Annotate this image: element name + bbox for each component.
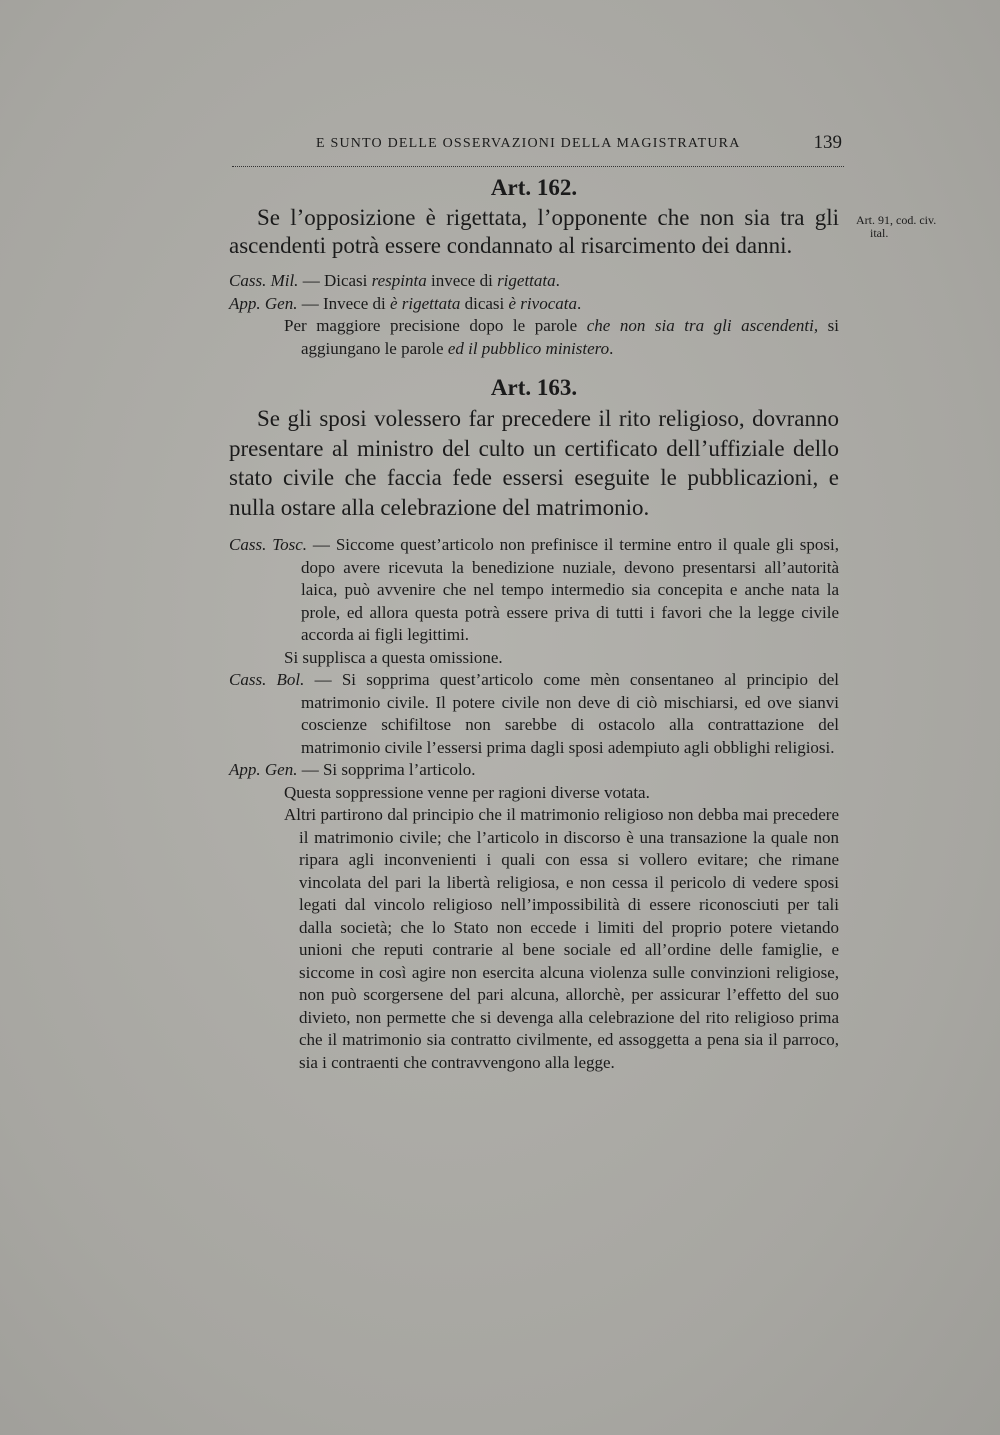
note-text: — Si sopprima quest’articolo come mèn consentaneo al principio del matrimonio civile. Il potere civile non deve di ciò mischiarsi, ed ove sianvi coscienze schifiltose non sarebbe di ostacolo alla contrattazione del matrimonio civile l’essersi prima dagli sposi adempiuto agli obblighi religiosi. [301, 670, 839, 757]
note-text: si aggiungano le parole [301, 316, 840, 358]
note-app-gen-163 [229, 759, 839, 782]
note-app-gen [229, 293, 839, 316]
note-text: — Dicasi [298, 271, 372, 290]
margin-note-line-1: Art. 91, cod. civ. [856, 213, 937, 227]
article-162-notes [229, 270, 839, 360]
note-text: — Siccome quest’articolo non prefinisce il termine entro il quale gli sposi, dopo avere ricevuta la benedizione nuziale, devono presentarsi all’autorità laica, può avvenire che nel tempo intermedio sia concepita e anche nata la prole, ed allora questa potrà essere priva di tutti i favori che la legge civile accorda ai figli legittimi. [301, 535, 839, 644]
note-text: Per maggiore precisione dopo le parole [284, 316, 587, 335]
article-163-notes [229, 534, 839, 1074]
margin-note-line-2: ital. [870, 226, 889, 240]
note-text: . [576, 293, 582, 313]
running-head: E SUNTO DELLE OSSERVAZIONI DELLA MAGISTRATURA [316, 136, 741, 151]
article-162-title: Art. 162. [490, 175, 578, 200]
article-163-body: Se gli sposi volessero far precedere il rito religioso, dovranno presentare al ministro del culto un certificato dell’uffiziale dello stato civile che faccia fede essersi eseguite le pubblicazioni, e nulla ostare alla celebrazione del matrimonio. [229, 406, 839, 520]
note-emphasis: è rivocata [508, 293, 577, 313]
note-cass-tosc-continuation: Si supplisca a questa omissione. [284, 647, 503, 667]
note-text: — Invece di [297, 293, 390, 313]
page-content [229, 172, 839, 1074]
note-text: invece di [426, 271, 498, 290]
note-cass-tosc [229, 534, 839, 647]
note-source: Cass. Bol. [229, 670, 305, 689]
note-text: — Si sopprima l’articolo. [297, 760, 476, 779]
note-text: . [555, 271, 560, 290]
note-app-gen-163-continuation-1: Questa soppressione venne per ragioni diverse votata. [284, 782, 650, 802]
note-source: App. Gen. [229, 293, 298, 313]
note-source: Cass. Tosc. [229, 535, 308, 554]
note-cass-bol [229, 669, 839, 759]
note-emphasis: che non sia tra gli ascendenti, [586, 316, 819, 335]
note-emphasis: rigettata [497, 271, 556, 290]
article-162-body: Se l’opposizione è rigettata, l’opponente che non sia tra gli ascendenti potrà essere condannato al risarcimento dei danni. [229, 205, 839, 258]
note-cass-mil [229, 270, 839, 293]
note-app-gen-163-continuation-2: Altri partirono dal principio che il matrimonio religioso non debba mai precedere il matrimonio civile; che l’articolo in discorso è una transazione la quale non ripara agli inconvenienti i quali con essa si vollero evitare; che rimane vincolata del pari la libertà religiosa, e non cessa il pericolo di vedere sposi legati dal vincolo religioso nell’impossibilità di essere riconosciuti per tali dalla società; che lo Stato non eccede i limiti del proprio potere vietando unioni che reputi contrarie al bene sociale ed all’ordine delle famiglie, e siccome in così agire non esercita alcuna violenza sulle convinzioni religiose, non può scorgersene del pari alcuna, allorchè, per assicurar l’effetto del suo divieto, non permette che si devenga alla celebrazione del rito religioso prima che il matrimonio sia contratto civilmente, ed assoggetta a pena sia il parroco, sia i contraenti che contravvengono alla legge. [284, 805, 839, 1072]
article-163-title: Art. 163. [490, 375, 578, 400]
page-number: 139 [813, 132, 842, 153]
note-source: App. Gen. [229, 760, 298, 779]
note-source: Cass. Mil. [229, 271, 299, 290]
note-emphasis: ed il pubblico ministero [447, 338, 610, 358]
note-emphasis: è rigettata [390, 293, 461, 313]
note-text: dicasi [460, 293, 509, 313]
page-header [232, 132, 844, 167]
note-text: . [609, 338, 614, 358]
note-emphasis: respinta [371, 271, 427, 290]
note-app-gen-continuation [229, 315, 839, 360]
margin-note [856, 214, 976, 240]
